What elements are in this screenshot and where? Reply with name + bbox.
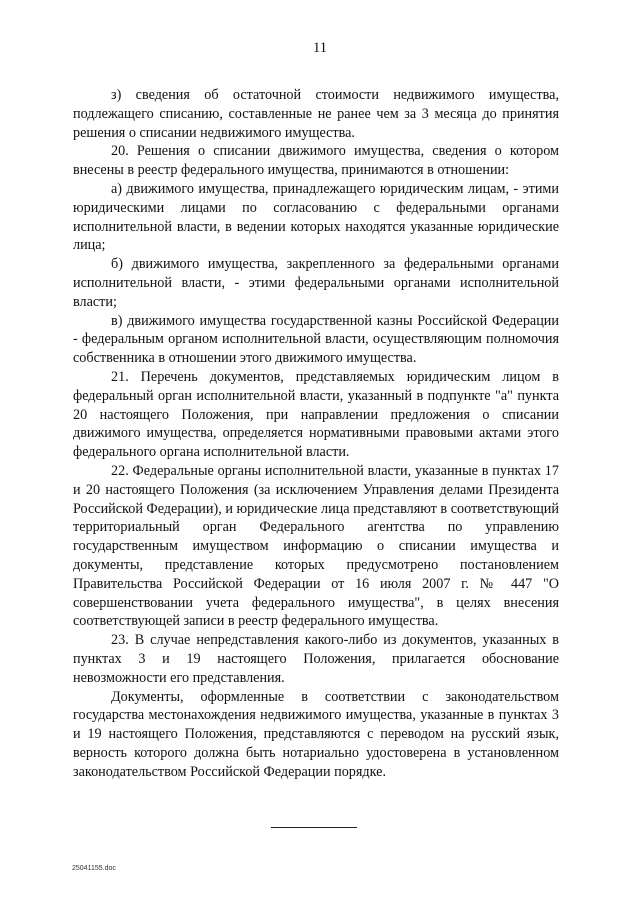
doc-code: 25041155.doc (72, 865, 116, 872)
page-number: 11 (313, 40, 327, 56)
paragraph-documents: Документы, оформленные в соответствии с законодательством государства местонахождения недвижимого имущества, указанные в пунктах 3 и 19 настоящего Положения, представляются с переводом на русский язык, верность которого должна быть нотариально удостоверена в установленном законодательством Российской Федерации порядке. (73, 688, 559, 780)
paragraph-20a: а) движимого имущества, принадлежащего юридическим лицам, - этими юридическими лицами по согласованию с федеральными органами исполнительной власти, в ведении которых находятся указанные юридические лица; (73, 180, 559, 254)
paragraph-21: 21. Перечень документов, представляемых юридическим лицом в федеральный орган исполнительной власти, указанный в подпункте "а" пункта 20 настоящего Положения, при направлении предложения о списании движимого имущества, определяется нормативными правовыми актами этого федерального органа исполнительной власти. (73, 368, 559, 461)
document-body (73, 86, 559, 781)
paragraph-20v: в) движимого имущества государственной казны Российской Федерации - федеральным органом исполнительной власти, осуществляющим полномочия собственника в отношении этого движимого имущества. (73, 312, 559, 367)
paragraph-20b: б) движимого имущества, закрепленного за федеральными органами исполнительной власти, - этими федеральными органами исполнительной власти; (73, 256, 559, 310)
closing-rule (271, 827, 357, 828)
paragraph-23: 23. В случае непредставления какого-либо из документов, указанных в пунктах 3 и 19 настоящего Положения, прилагается обоснование невозможности его представления. (73, 632, 559, 686)
paragraph-3z: з) сведения об остаточной стоимости недвижимого имущества, подлежащего списанию, составленные не ранее чем за 3 месяца до принятия решения о списании недвижимого имущества. (73, 87, 559, 141)
paragraph-22: 22. Федеральные органы исполнительной власти, указанные в пунктах 17 и 20 настоящего Положения (за исключением Управления делами Президента Российской Федерации), и юридические лица представляют в соответствующий территориальный орган Федерального агентства по управлению государственным имуществом информацию о списании имущества и документы, представление которых предусмотрено постановлением Правительства Российской Федерации от 16 июля 2007 г. № 447 "О совершенствовании учета федерального имущества", в целях внесения соответствующей записи в реестр федерального имущества. (73, 462, 559, 630)
paragraph-20: 20. Решения о списании движимого имущества, сведения о котором внесены в реестр федерального имущества, принимаются в отношении: (73, 143, 559, 179)
